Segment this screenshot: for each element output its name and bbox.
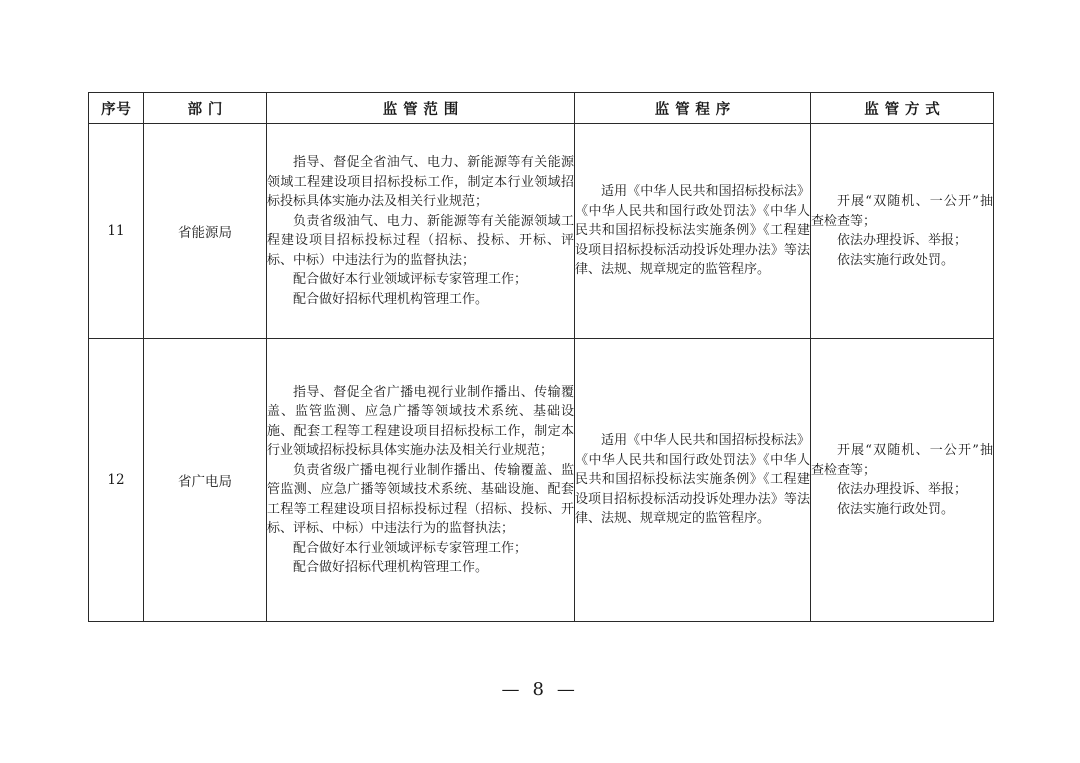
scope-paragraph: 负责省级广播电视行业制作播出、传输覆盖、监管监测、应急广播等领域技术系统、基础设施、配套工程等工程建设项目招标投标过程（招标、投标、开标、评标、中标）中违法行为的监督执法；	[267, 462, 574, 536]
scope-paragraph: 配合做好本行业领域评标专家管理工作；	[293, 272, 528, 287]
table-row	[89, 339, 994, 622]
table-row	[89, 124, 994, 339]
table-header-row	[89, 93, 994, 124]
header-procedure: 监管程序	[575, 93, 811, 124]
header-scope: 监管范围	[267, 93, 575, 124]
scope-paragraph: 指导、督促全省广播电视行业制作播出、传输覆盖、监管监测、应急广播等领域技术系统、基础设施、配套工程等工程建设项目招标投标工作，制定本行业领域招标投标具体实施办法及相关行业规范；	[267, 384, 574, 458]
row-procedure	[575, 124, 811, 339]
scope-paragraph: 负责省级油气、电力、新能源等有关能源领域工程建设项目招标投标过程（招标、投标、开标、评标、中标）中违法行为的监督执法；	[267, 213, 574, 268]
scope-paragraph: 配合做好本行业领域评标专家管理工作；	[293, 540, 528, 556]
row-method	[811, 124, 994, 339]
method-paragraph: 开展“双随机、一公开”抽查检查等；	[811, 443, 993, 478]
row-seq: 11	[89, 124, 144, 339]
procedure-paragraph: 适用《中华人民共和国招标投标法》《中华人民共和国行政处罚法》《中华人民共和国招标投标法实施条例》《工程建设项目招标投标活动投诉处理办法》等法律、法规、规章规定的监管程序。	[575, 184, 810, 278]
row-scope	[267, 124, 575, 339]
scope-paragraph: 配合做好招标代理机构管理工作。	[293, 291, 489, 307]
method-paragraph: 依法办理投诉、举报；	[837, 482, 968, 497]
regulation-table	[88, 92, 994, 622]
procedure-paragraph: 适用《中华人民共和国招标投标法》《中华人民共和国行政处罚法》《中华人民共和国招标投标法实施条例》《工程建设项目招标投标活动投诉处理办法》等法律、法规、规章规定的监管程序。	[575, 433, 810, 527]
header-seq: 序号	[89, 93, 144, 124]
scope-paragraph: 指导、督促全省油气、电力、新能源等有关能源领域工程建设项目招标投标工作，制定本行业领域招标投标具体实施办法及相关行业规范；	[267, 155, 574, 209]
row-dept: 省能源局	[144, 124, 267, 339]
row-seq: 12	[89, 339, 144, 622]
method-paragraph: 开展“双随机、一公开”抽查检查等；	[811, 194, 993, 229]
scope-paragraph: 配合做好招标代理机构管理工作。	[293, 560, 489, 575]
row-method	[811, 339, 994, 622]
page-number: — 8 —	[501, 679, 579, 700]
method-paragraph: 依法实施行政处罚。	[837, 252, 955, 268]
method-paragraph: 依法实施行政处罚。	[837, 501, 955, 517]
method-paragraph: 依法办理投诉、举报；	[837, 233, 968, 248]
row-dept: 省广电局	[144, 339, 267, 622]
row-procedure	[575, 339, 811, 622]
header-method: 监管方式	[811, 93, 994, 124]
header-dept: 部门	[144, 93, 267, 124]
row-scope	[267, 339, 575, 622]
